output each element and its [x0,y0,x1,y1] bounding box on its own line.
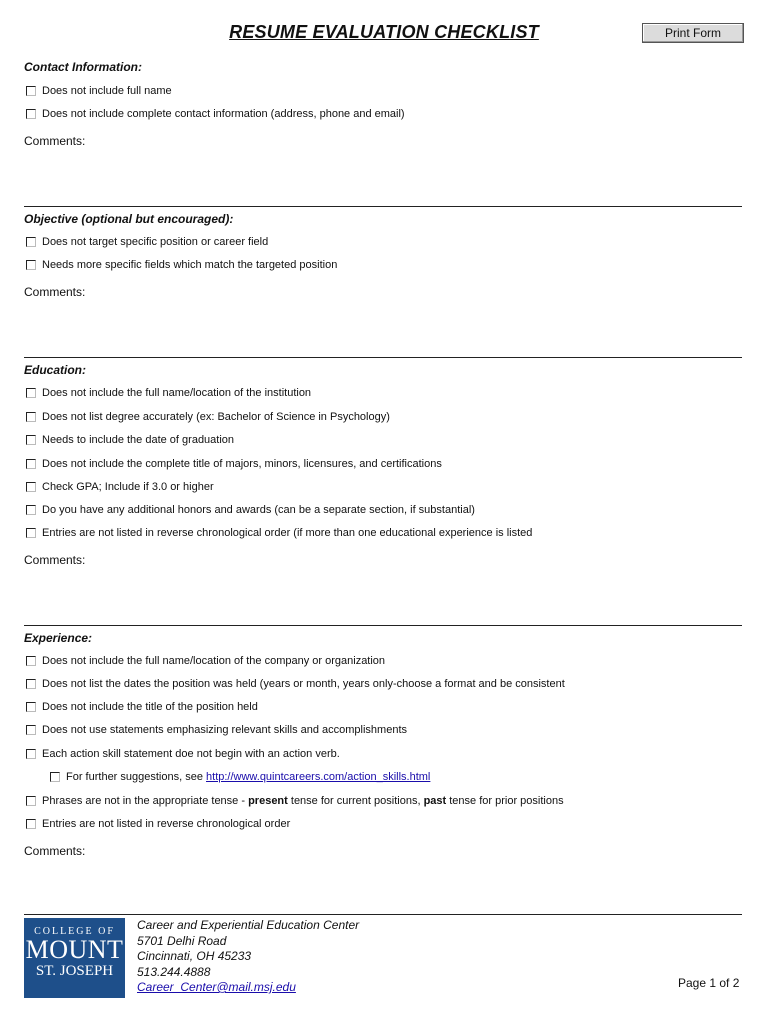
org-name: Career and Experiential Education Center [137,918,360,932]
checkbox[interactable] [26,260,36,270]
checkbox[interactable] [26,528,36,538]
checkbox[interactable] [26,819,36,829]
checkbox[interactable] [26,109,36,119]
checklist-item[interactable]: Does not use statements emphasizing relevant skills and accomplishments [26,723,407,737]
checklist-subitem[interactable]: For further suggestions, see http://www.quintcareers.com/action_skills.html [50,770,430,784]
phone-number: 513.244.4888 [137,964,211,979]
checkbox[interactable] [26,482,36,492]
street-address: 5701 Delhi Road [137,933,227,948]
city-state-zip: Cincinnati, OH 45233 [137,949,252,963]
checklist-item[interactable]: Does not include the full name/location of the institution [26,386,311,400]
checkbox[interactable] [50,772,60,782]
checklist-item[interactable]: Does not include complete contact information (address, phone and email) [26,107,405,121]
checkbox[interactable] [26,412,36,422]
section-heading-contact: Contact Information: [24,60,142,74]
checkbox[interactable] [26,505,36,515]
checklist-item[interactable]: Does not include the full name/location of the company or organization [26,654,385,668]
checkbox[interactable] [26,725,36,735]
checklist-item[interactable]: Needs more specific fields which match the targeted position [26,258,337,272]
page-number: Page 1 of 2 [678,976,740,990]
checkbox[interactable] [26,702,36,712]
section-divider [24,357,742,358]
checkbox[interactable] [26,749,36,759]
section-divider [24,206,742,207]
college-logo: COLLEGE OF MOUNT ST. JOSEPH [24,918,125,998]
comments-label: Comments: [24,553,86,567]
checklist-item[interactable]: Does not target specific position or career field [26,235,268,249]
comments-label: Comments: [24,285,86,299]
section-heading-education: Education: [24,363,86,377]
checkbox[interactable] [26,86,36,96]
checkbox[interactable] [26,796,36,806]
section-heading-objective: Objective (optional but encouraged): [24,212,234,226]
comments-label: Comments: [24,134,86,148]
checkbox[interactable] [26,459,36,469]
checkbox[interactable] [26,388,36,398]
checklist-item[interactable]: Entries are not listed in reverse chronological order [26,817,290,831]
checklist-item[interactable]: Check GPA; Include if 3.0 or higher [26,480,214,494]
checkbox[interactable] [26,237,36,247]
page-title: RESUME EVALUATION CHECKLIST [229,22,539,42]
footer-address-block [137,918,359,996]
checkbox[interactable] [26,435,36,445]
action-skills-link[interactable]: http://www.quintcareers.com/action_skills.html [206,771,431,783]
checklist-item[interactable]: Does not include full name [26,84,172,98]
checklist-item[interactable]: Does not include the title of the position held [26,700,258,714]
checklist-item[interactable]: Does not include the complete title of majors, minors, licensures, and certifications [26,457,442,471]
checklist-item[interactable]: Does not list degree accurately (ex: Bachelor of Science in Psychology) [26,410,390,424]
email-link[interactable]: Career_Center@mail.msj.edu [137,980,296,994]
section-heading-experience: Experience: [24,631,93,645]
checkbox[interactable] [26,656,36,666]
checklist-item[interactable]: Phrases are not in the appropriate tense - present tense for current positions, past tense for prior positions [26,794,564,808]
checklist-item[interactable]: Needs to include the date of graduation [26,433,234,447]
checklist-item[interactable]: Do you have any additional honors and awards (can be a separate section, if substantial) [26,503,475,517]
checklist-item[interactable]: Each action skill statement doe not begin with an action verb. [26,747,340,761]
checklist-item[interactable]: Does not list the dates the position was held (years or month, years only-choose a format and be consistent [26,677,565,691]
checkbox[interactable] [26,679,36,689]
print-form-button[interactable]: Print Form [642,23,744,43]
section-divider [24,625,742,626]
comments-label: Comments: [24,844,86,858]
checklist-item[interactable]: Entries are not listed in reverse chronological order (if more than one educational experience is listed [26,526,532,540]
footer-divider [24,914,742,915]
